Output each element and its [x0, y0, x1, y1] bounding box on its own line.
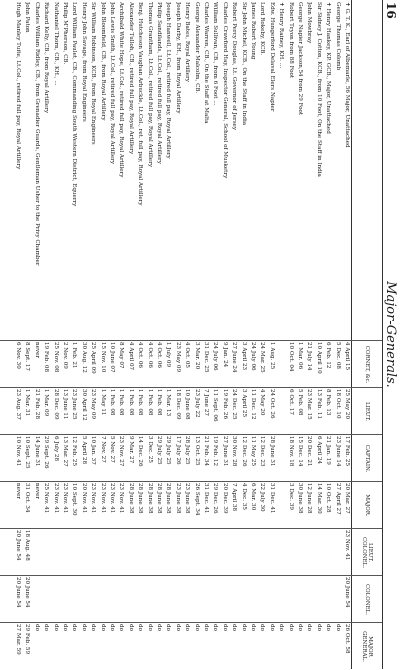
date-cell: do: [334, 624, 341, 631]
date-cell: 11 Dec. 12: [250, 389, 256, 420]
date-cell: 7 April 38: [231, 483, 238, 512]
table-row: [305, 0, 312, 669]
date-cell: 27 Mar. 59: [15, 624, 21, 655]
table-row: [14, 0, 21, 669]
date-cell: 28 June 38: [165, 483, 172, 514]
date-cell: 23 June 25: [71, 389, 78, 420]
date-cell: 19 Feb. 12: [212, 436, 219, 467]
date-cell: 20 Dec. 21: [306, 436, 313, 467]
date-cell: 30 Aug. 12: [80, 342, 87, 373]
date-cell: 19 Feb. 26: [221, 389, 228, 420]
date-cell: 20 Dec. 39: [221, 483, 228, 514]
date-cell: 6 July 28: [52, 436, 59, 462]
date-cell: 27 June 31: [221, 436, 228, 467]
date-cell: do: [118, 624, 125, 631]
date-cell: 23 May 09: [90, 389, 97, 420]
date-cell: 10 June 08: [184, 389, 191, 420]
date-cell: 23 Nov. 41: [90, 483, 97, 514]
top-rule: [382, 0, 383, 669]
header-lieut-colonel: LIEUT. COLONEL.: [352, 528, 382, 576]
date-cell: 31 Oct. 34: [24, 483, 31, 513]
officer-name-cell: Lord Rokeby, KCB.: [259, 2, 266, 56]
date-cell: 6 Oct. 17: [287, 389, 294, 415]
date-cell: 5 April 28: [80, 436, 87, 465]
date-cell: 1 Aug. 25: [268, 342, 275, 370]
table-row: [127, 0, 134, 669]
date-cell: 3 Dec. 39: [287, 483, 294, 510]
date-cell: 1 Mar. 31: [24, 389, 31, 417]
officer-name-cell: ✝ G. T. K., Earl of Albemarle, 56 Major, Unattached: [344, 2, 350, 148]
date-cell: do: [90, 624, 97, 631]
date-cell: do: [52, 624, 59, 631]
header-cornet: CORNET, &c.: [352, 340, 382, 388]
date-cell: 23 Aug. 37: [15, 389, 21, 420]
date-cell: 29 July 25: [165, 436, 172, 465]
date-cell: 13 Mar. 27: [62, 436, 68, 467]
date-cell: 26 Sept. 34: [193, 483, 200, 516]
date-cell: 23 Nov. 41: [99, 483, 106, 514]
table-row: [230, 0, 237, 669]
officer-name-cell: Sir William Robinson, KCB., from Royal Engineers: [90, 2, 97, 145]
date-cell: 4 April 07: [127, 342, 134, 371]
officer-name-cell: Richard Kelly, CB., from Royal Artillery: [43, 2, 50, 114]
date-cell: 1 Feb. 08: [127, 389, 134, 416]
date-cell: 19 Feb. 08: [43, 342, 50, 373]
date-cell: do: [71, 624, 78, 631]
date-cell: 8 Sept. 17: [24, 342, 31, 371]
officer-name-cell: ✝ Henry Rainey, KH. ...: [278, 2, 285, 69]
date-cell: 17 Feb. 25: [344, 436, 350, 467]
table-row: [23, 0, 30, 669]
table-row: [42, 0, 49, 669]
date-cell: 13 June 11: [62, 389, 68, 420]
date-cell: 28 June 31: [268, 436, 275, 467]
header-major-general: MAJOR GENERAL.: [352, 622, 382, 670]
officer-name-cell: Philip Sandilands, Lt.Col., retired full pay, Royal Artillery: [156, 2, 162, 164]
table-row: [333, 0, 340, 669]
date-cell: 1 Mar. 13: [165, 389, 172, 417]
date-cell: do: [109, 624, 115, 631]
date-cell: 21 Feb. 34: [203, 436, 209, 467]
date-cell: do: [156, 624, 162, 631]
table-row: [221, 0, 228, 669]
date-cell: do: [297, 624, 303, 631]
date-cell: 21 Feb. 28: [33, 389, 40, 420]
date-cell: 7 Nov. 27: [99, 436, 106, 463]
date-cell: do: [221, 624, 228, 631]
date-cell: 23 Nov. 27: [118, 436, 125, 467]
officer-name-cell: Charles William Ridley, CB., from Grenadier Guards, Gentleman Usher to the Privy Chamber: [33, 2, 40, 266]
officer-name-cell: Lord William Paulet, CB., Commanding South Western District, Equerry: [71, 2, 78, 207]
date-cell: 24 Mar. 25: [259, 342, 266, 373]
officer-name-cell: Robert Percy Douglas, Lt. Governor of Jersey: [231, 2, 238, 131]
date-cell: 10 April 10: [315, 342, 322, 374]
date-cell: 25 Nov. 41: [43, 483, 50, 514]
date-cell: do: [306, 624, 313, 631]
date-cell: 29 July 25: [156, 436, 162, 465]
date-cell: 23 Nov. 41: [344, 530, 350, 561]
table-row: [324, 0, 331, 669]
date-cell: 31 Dec. 41: [268, 483, 275, 514]
date-cell: 11 May 25: [250, 436, 256, 467]
table-row: [239, 0, 246, 669]
officer-name-cell: ✝ Henry Hankey, KP. GCB., Major, Unattached: [325, 2, 332, 134]
officer-name-cell: Philip M'Pherson, CB.: [62, 2, 68, 65]
table-row: [268, 0, 275, 669]
date-cell: do: [212, 624, 219, 631]
date-cell: 12 Dec. 26: [240, 436, 247, 467]
date-cell: 10 Nov. 41: [15, 436, 21, 467]
date-cell: 17 July 26: [174, 436, 181, 465]
date-cell: 12 Dec. 23: [259, 436, 266, 467]
date-cell: 29 Sept. 26: [43, 436, 50, 469]
page-number: 16: [384, 2, 398, 19]
date-cell: 10 Sept. 30: [71, 483, 78, 516]
table-row: [155, 0, 162, 669]
date-cell: 24 Dec. 25: [231, 389, 238, 420]
officer-name-cell: George Thomas Colomb: [334, 2, 341, 71]
date-cell: 28 June 38: [137, 483, 144, 514]
table-row: [136, 0, 143, 669]
officer-name-cell: John Lewis Smith, Lt.Col., retired full pay, Royal Artillery: [109, 2, 115, 165]
date-cell: 6 Mar. 30: [250, 483, 256, 511]
date-cell: 18 Aug. 48: [24, 530, 31, 561]
table-row: [80, 0, 87, 669]
date-cell: 10 Oct. 04: [287, 342, 294, 372]
date-cell: 23 June 38: [174, 483, 181, 514]
date-cell: 14 Dec. 26: [137, 436, 144, 467]
date-cell: 10 June 07: [109, 342, 115, 373]
date-cell: 15 Dec. 14: [297, 436, 303, 467]
table-row: [192, 0, 199, 669]
date-cell: 4 April 15: [344, 342, 350, 371]
date-cell: 23 June 38: [184, 483, 191, 514]
date-cell: do: [137, 624, 144, 631]
date-cell: 24 July 06: [250, 342, 256, 371]
date-cell: 3 Mar. 20: [193, 342, 200, 370]
table-row: [202, 0, 209, 669]
date-cell: 23 Nov. 41: [62, 483, 68, 514]
date-cell: 20 June 54: [24, 577, 31, 608]
date-cell: do: [278, 624, 285, 631]
table-row: [249, 0, 256, 669]
table-row: [258, 0, 265, 669]
date-cell: 11 Sept. 06: [212, 389, 219, 422]
header-major: MAJOR.: [352, 481, 382, 529]
header-name: [352, 0, 382, 340]
date-cell: 23 May 09: [174, 342, 181, 373]
date-cell: 10 Jan. 37: [90, 436, 97, 465]
table-row: [183, 0, 190, 669]
officer-name-cell: Nathaniel Thorn, CB., KH., ...: [52, 2, 59, 86]
table-row: [98, 0, 105, 669]
date-cell: 24 July 06: [212, 342, 219, 371]
date-cell: 6 Nov. 30: [15, 342, 21, 369]
date-cell: 28 June 38: [127, 483, 134, 514]
date-cell: 23 Nov. 41: [52, 483, 59, 514]
date-cell: 23 Nov. 41: [118, 483, 125, 514]
table-row: [286, 0, 293, 669]
date-cell: 4 May 20: [259, 389, 266, 416]
date-cell: 1 May 11: [99, 389, 106, 416]
date-cell: 4 Oct. 05: [184, 342, 191, 368]
date-cell: do: [43, 624, 50, 631]
date-cell: 1 July 09: [165, 342, 172, 368]
date-cell: 14 Mar. 30: [315, 483, 322, 514]
date-cell: do: [287, 624, 294, 631]
date-cell: 1 Mar. 09: [43, 389, 50, 417]
header-captain: CAPTAIN.: [352, 434, 382, 482]
date-cell: 25 Nov. 08: [52, 342, 59, 373]
date-cell: do: [325, 624, 332, 631]
officer-name-cell: Edw. Hungerford Delaval Elers Napier: [268, 2, 275, 112]
date-cell: 6 Feb. 12: [325, 342, 332, 369]
officer-name-cell: Charles Crawford Hay, Inspector General, School of Musketry: [221, 2, 228, 179]
table-row: [277, 0, 284, 669]
date-cell: 28 July 25: [184, 436, 191, 465]
date-cell: 8 May 07: [118, 342, 125, 369]
date-cell: 20 June 54: [15, 577, 21, 608]
officer-name-cell: Joseph Hanwell, Lt.Col., retired full pay, Royal Artillery: [165, 2, 172, 159]
date-cell: 5 Feb. 08: [297, 389, 303, 416]
date-cell: 29 Dec. 26: [212, 483, 219, 514]
date-cell: do: [268, 624, 275, 631]
date-cell: 23 Nov. 41: [109, 483, 115, 514]
date-cell: do: [146, 624, 153, 631]
date-cell: 1 Feb. 08: [146, 389, 153, 416]
officer-name-cell: Joseph Darby, KH., from Royal Artillery: [174, 2, 181, 114]
date-cell: do: [259, 624, 266, 631]
officer-name-cell: George Napier Jackson,54 from 29 Foot: [297, 2, 303, 116]
date-cell: 4 Oct. 06: [146, 342, 153, 368]
date-cell: 26 Oct. 58: [344, 624, 350, 654]
officer-name-cell: Henry John Savage, from Royal Engineers: [80, 2, 87, 122]
header-lieut: LIEUT.: [352, 387, 382, 435]
date-cell: do: [165, 624, 172, 631]
table-row: [145, 0, 152, 669]
date-cell: 10 Sept. 25: [24, 436, 31, 469]
date-cell: 28 June 38: [156, 483, 162, 514]
date-cell: do: [250, 624, 256, 631]
date-cell: 30 Nov. 28: [231, 436, 238, 467]
date-cell: 20 Mar. 27: [344, 483, 350, 514]
officer-name-cell: John Mowbray: [306, 2, 313, 44]
date-cell: 4 Oct. 06: [137, 342, 144, 368]
date-cell: 27 April 27: [334, 483, 341, 515]
date-cell: 25 April 09: [90, 342, 97, 374]
date-cell: 12 June 28: [306, 483, 313, 514]
date-cell: 2 Nov. 09: [62, 342, 68, 369]
date-cell: 18 Nov. 18: [287, 436, 294, 467]
table-row: [33, 0, 40, 669]
header-colonel: COLONEL.: [352, 575, 382, 623]
date-cell: 3 April 25: [240, 389, 247, 418]
officer-name-cell: Alexander Tulloh, CB., retired full pay, Royal Artillery: [127, 2, 134, 155]
officer-name-cell: Archibald White Hope, Lt.Col., retired full pay, Royal Artillery: [118, 2, 125, 178]
date-cell: 20 June 54: [344, 577, 350, 608]
officer-name-cell: Sir John Michel, KCB., On the Staff in India: [240, 2, 247, 126]
date-cell: 8 Feb. 13: [325, 389, 332, 416]
date-cell: 1 Feb. 08: [156, 389, 162, 416]
date-cell: do: [33, 624, 40, 631]
date-cell: 5 Nov. 27: [109, 436, 115, 463]
table-row: [315, 0, 322, 669]
date-cell: 6 April 24: [315, 436, 322, 465]
table-row: [296, 0, 303, 669]
date-cell: 1 Feb. 08: [118, 389, 125, 416]
officer-name-cell: John Paton: [24, 2, 31, 33]
date-cell: 9 Mar. 27: [127, 436, 134, 464]
officer-name-cell: Sir Sidney J. Cotton, KCB., from 10 Foot, On the Staff in India: [315, 2, 322, 177]
date-cell: 15 Nov. 10: [99, 342, 106, 373]
date-cell: do: [62, 624, 68, 631]
date-cell: 13 Feb. 11: [315, 389, 322, 420]
officer-name-cell: Benj. Hutcheson Vaughan Arbuckle, Lt.Col., ret. full pay, Royal Artillery: [137, 2, 144, 206]
officer-name-cell: Henry Bates, Royal Artillery: [184, 2, 191, 82]
date-cell: do: [174, 624, 181, 631]
date-cell: 3 April 23: [240, 342, 247, 371]
date-cell: do: [127, 624, 134, 631]
date-cell: 28 June 38: [146, 483, 153, 514]
date-cell: 7 June 27: [203, 389, 209, 416]
date-cell: 23 July 22: [193, 389, 200, 418]
date-cell: 25 May 20: [344, 389, 350, 420]
table-row: [164, 0, 171, 669]
date-cell: 14 June 31: [33, 436, 40, 467]
date-cell: never: [33, 342, 40, 359]
date-cell: 27 June 24: [231, 342, 238, 373]
officer-name-cell: James Robert Young: [250, 2, 256, 60]
date-cell: do: [80, 624, 87, 631]
officer-name-cell: Charles Warren, CB., On the Staff at Malta: [203, 2, 209, 124]
table-row: [51, 0, 58, 669]
date-cell: 21 Jan. 19: [325, 436, 332, 465]
table-row: [108, 0, 115, 669]
date-cell: 28 Dec. 09: [52, 389, 59, 420]
date-cell: 1 Mar. 06: [297, 342, 303, 370]
date-cell: do: [99, 624, 106, 631]
officer-name-cell: John Bloomfield, CB., from Royal Artillery: [99, 2, 106, 121]
date-cell: 12 Feb. 25: [71, 436, 78, 467]
date-cell: 30 June 38: [297, 483, 303, 514]
officer-name-cell: Robert Tryon from 88 Foot: [287, 2, 294, 79]
date-cell: 1 Feb. 21: [71, 342, 78, 369]
date-cell: 13 Oct. 25: [193, 436, 200, 466]
date-cell: 20 June 54: [15, 530, 21, 561]
date-cell: 23 Mar. 15: [306, 389, 313, 420]
table-row: [70, 0, 77, 669]
date-cell: do: [231, 624, 238, 631]
date-cell: 5 Dec. 08: [334, 342, 341, 369]
date-cell: 21 July 14: [306, 342, 313, 371]
date-cell: 31 Dec. 41: [203, 483, 209, 514]
table-row: [174, 0, 181, 669]
date-cell: 18 Oct. 10: [334, 389, 341, 419]
date-cell: 1 Feb. 08: [109, 389, 115, 416]
officer-name-cell: Hugh Manley Tuite, Lt.Col., retired full pay, Royal Artillery: [15, 2, 21, 170]
date-cell: never: [33, 483, 40, 500]
date-cell: do: [315, 624, 322, 631]
date-cell: 29 Feb. 59: [24, 624, 31, 655]
date-cell: 30 April 12: [80, 389, 87, 421]
date-cell: never: [15, 483, 21, 500]
date-cell: 23 June 14: [334, 436, 341, 467]
table-row: [211, 0, 218, 669]
date-cell: 4 Dec. 35: [240, 483, 247, 510]
date-cell: do: [184, 624, 191, 631]
table-row: [61, 0, 68, 669]
officer-name-cell: George Alexander Malcolm, CB.: [193, 2, 200, 94]
date-cell: 3 Dec. 25: [146, 436, 153, 463]
date-cell: 10 Oct. 28: [325, 483, 332, 513]
date-cell: 9 Jan. 24: [221, 342, 228, 368]
page-heading: Major-Generals.: [383, 281, 398, 388]
date-cell: 22 July 30: [259, 483, 266, 512]
table-row: [89, 0, 96, 669]
officer-name-cell: Thomas Grantham, Lt.Col., retired full pay, Royal Artillery: [146, 2, 153, 168]
date-cell: do: [240, 624, 247, 631]
date-cell: do: [203, 624, 209, 631]
date-cell: 31 Dec. 25: [203, 342, 209, 373]
date-cell: 18 Dec. 09: [174, 389, 181, 420]
date-cell: 1 Feb. 08: [137, 389, 144, 416]
date-cell: 20 Nov. 41: [80, 483, 87, 514]
date-cell: do: [193, 624, 200, 631]
date-cell: 4 Oct. 06: [156, 342, 162, 368]
table-row: [343, 0, 350, 669]
officer-name-cell: William Sullivan, CB., from 6 Foot ...: [212, 2, 219, 106]
date-cell: 24 Oct. 26: [268, 389, 275, 419]
table-row: [117, 0, 124, 669]
